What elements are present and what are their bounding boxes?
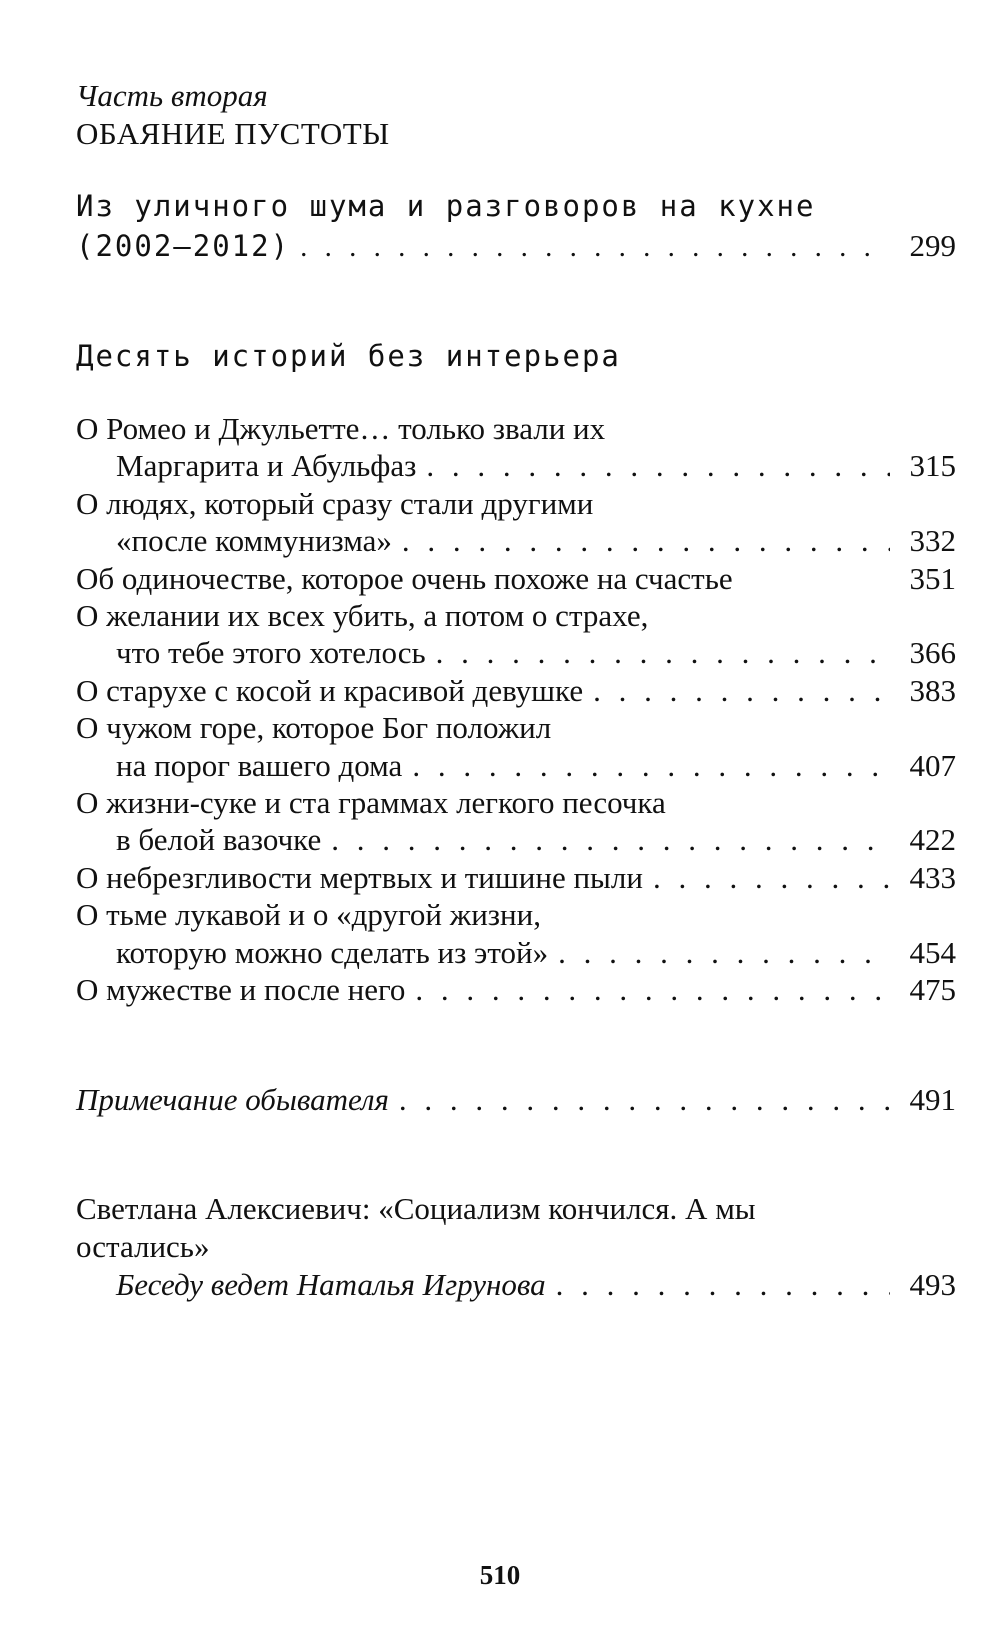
entry-line <box>76 560 956 597</box>
toc-entry <box>76 971 956 1008</box>
toc-entry <box>76 485 956 560</box>
toc-entry <box>76 709 956 784</box>
entry-title: Об одиночестве, которое очень похоже на счастье <box>76 560 733 596</box>
entry-continuation <box>76 522 956 559</box>
page-ref: 351 <box>909 560 956 596</box>
notes-title: Примечание обывателя <box>76 1082 389 1117</box>
page-ref: 299 <box>909 228 956 263</box>
leader-dots <box>331 821 890 858</box>
entry-continuation <box>76 821 956 858</box>
toc-entry <box>76 560 956 597</box>
toc-entry <box>76 410 956 485</box>
entry-title: О тьме лукавой и о «другой жизни, <box>76 897 541 933</box>
entry-title-cont: «после коммунизма» <box>116 523 392 559</box>
entry-title-cont: что тебе этого хотелось <box>116 635 426 671</box>
entry-title: О людях, который сразу стали другими <box>76 485 594 521</box>
page-number: 510 <box>479 1560 521 1590</box>
page-ref: 433 <box>909 859 956 895</box>
entry-title-cont: на порог вашего дома <box>116 747 403 783</box>
toc-entry <box>76 784 956 859</box>
toc-entry <box>76 672 956 709</box>
entry-title: О чужом горе, которое Бог положил <box>76 710 552 746</box>
leader-dots <box>415 971 890 1008</box>
page-ref: 493 <box>909 1267 956 1302</box>
leader-dots <box>653 859 890 896</box>
notes-line <box>76 1080 956 1120</box>
section-street-noise-title: Из уличного шума и разговоров на кухне <box>76 189 816 223</box>
section-street-noise <box>76 186 956 267</box>
leader-dots <box>412 747 890 784</box>
page-ref: 475 <box>909 972 956 1008</box>
page-ref: 407 <box>909 747 956 783</box>
leader-dots <box>426 447 890 484</box>
toc-entry <box>76 859 956 896</box>
part-title: ОБАЯНИЕ ПУСТОТЫ <box>76 116 390 151</box>
page-ref: 422 <box>909 822 956 858</box>
entry-title: О мужестве и после него <box>76 972 406 1008</box>
interview-interviewer: Беседу ведет Наталья Игрунова <box>116 1267 546 1302</box>
page-ref: 315 <box>909 448 956 484</box>
entry-title: О Ромео и Джульетте… только звали их <box>76 411 606 446</box>
entry-title-cont: Маргарита и Абульфаз <box>116 448 417 484</box>
entry-title: О желании их всех убить, а потом о страхе, <box>76 598 649 634</box>
entry-title-cont: в белой вазочке <box>116 822 322 858</box>
leader-dots <box>556 1266 890 1304</box>
page-ref: 366 <box>909 635 956 671</box>
part-label: Часть вторая <box>76 78 268 113</box>
leader-dots <box>402 522 890 559</box>
section-street-noise-years-line <box>76 226 956 267</box>
leader-dots <box>399 1080 890 1120</box>
entry-title: О небрезгливости мертвых и тишине пыли <box>76 859 643 895</box>
entry-title: О старухе с косой и красивой девушке <box>76 672 584 708</box>
leader-dots <box>593 672 890 709</box>
entry-line <box>76 971 956 1008</box>
entry-line <box>76 859 956 896</box>
entry-continuation <box>76 634 956 671</box>
interview-title: Светлана Алексиевич: «Социализм кончился. А мы <box>76 1191 756 1226</box>
interview-entry <box>76 1190 956 1304</box>
entry-title: О жизни-суке и ста граммах легкого песочка <box>76 785 666 821</box>
interview-byline <box>76 1266 956 1304</box>
leader-dots <box>300 227 890 267</box>
page-ref: 454 <box>909 934 956 970</box>
entry-line <box>76 672 956 709</box>
leader-dots <box>436 634 890 671</box>
entry-continuation <box>76 934 956 971</box>
entry-continuation <box>76 747 956 784</box>
page-ref: 491 <box>909 1082 956 1117</box>
interview-title-cont: остались» <box>76 1229 210 1264</box>
section-street-noise-years: (2002—2012) <box>76 229 291 263</box>
entry-title-cont: которую можно сделать из этой» <box>116 934 549 970</box>
notes-entry <box>76 1080 956 1120</box>
toc-entry <box>76 896 956 971</box>
section-ten-stories-title: Десять историй без интерьера <box>76 339 621 373</box>
page-ref: 332 <box>909 523 956 559</box>
leader-dots <box>558 934 890 971</box>
stories-list <box>76 410 956 1009</box>
entry-continuation <box>76 447 956 484</box>
toc-entry <box>76 597 956 672</box>
page-ref: 383 <box>909 672 956 708</box>
